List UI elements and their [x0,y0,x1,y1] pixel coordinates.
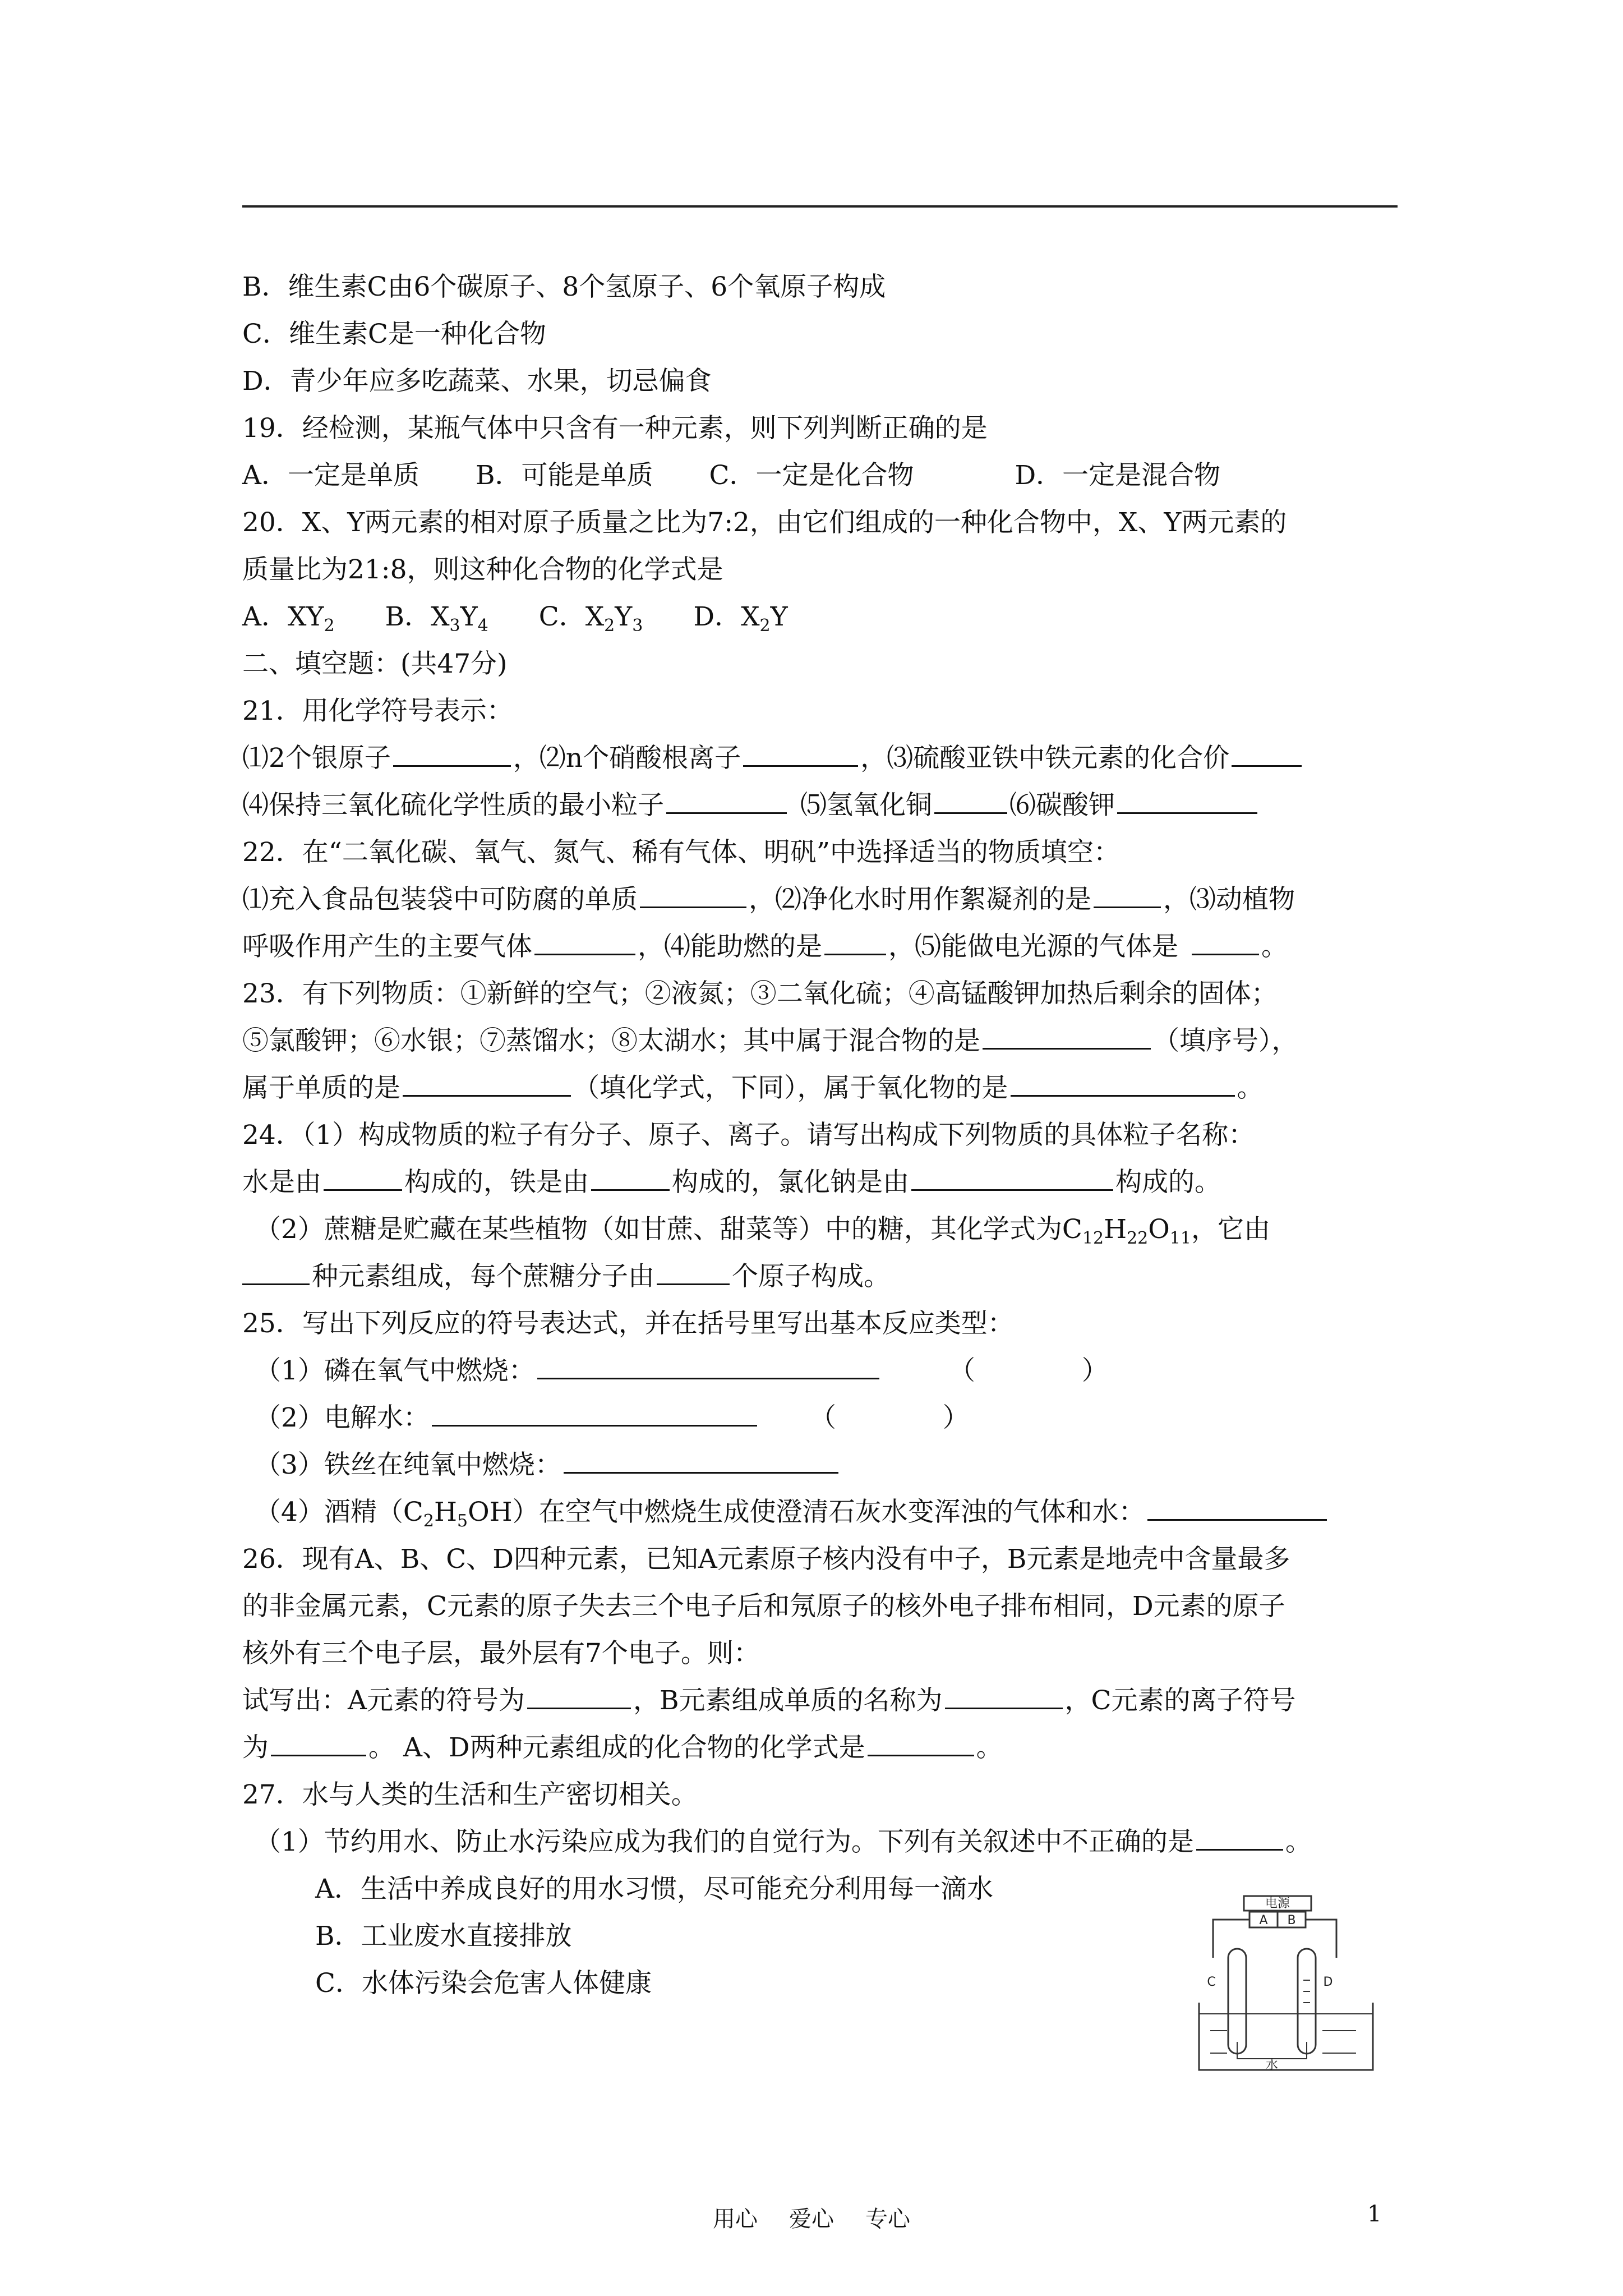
q22-line-1: ⑴充入食品包装袋中可防腐的单质 ，⑵净化水时用作絮凝剂的是 ，⑶动植物 [242,876,1409,923]
answer-blank[interactable] [657,1255,730,1285]
q19-options [242,452,1409,499]
q24-part2-line-2: 种元素组成，每个蔗糖分子由 个原子构成。 [242,1253,1409,1300]
q20-option-d: D．$X_2Y$ [693,601,788,636]
electrode-b-label: B [1287,1913,1296,1927]
q25-stem: 25．写出下列反应的符号表达式，并在括号里写出基本反应类型： [242,1308,1014,1339]
answer-blank[interactable] [1196,1821,1283,1851]
electrolysis-diagram [1165,1890,1390,2076]
answer-blank[interactable] [324,1161,402,1191]
page-number: 1 [1367,2201,1382,2227]
q24-part2-line-1: （2）蔗糖是贮藏在某些植物（如甘蔗、甜菜等）中的糖，其化学式为$C_{12}H_{22}O_{11}$，它由 [255,1214,1270,1248]
q19-option-c: C．一定是化合物 [709,460,914,491]
answer-blank[interactable] [271,1727,366,1756]
answer-blank[interactable] [591,1161,670,1191]
answer-blank[interactable] [527,1680,631,1709]
q26-line-4: 试写出：A元素的符号为 ，B元素组成单质的名称为 ，C元素的离子符号 [242,1677,1409,1724]
answer-blank[interactable] [868,1727,974,1756]
tube-c-label: C [1207,1975,1216,1989]
answer-blank[interactable] [242,1255,310,1285]
q25-reaction-4: （4）酒精$(C_2H_5OH)$在空气中燃烧生成使澄清石灰水变浑浊的气体和水： [242,1489,1409,1536]
answer-blank[interactable] [1117,784,1257,814]
document-body [242,264,1409,2007]
answer-blank[interactable] [564,1444,838,1474]
q23-stem: 23．有下列物质：①新鲜的空气；②液氮；③二氧化硫；④高锰酸钾加热后剩余的固体； [242,978,1278,1009]
q26-stem-2: 的非金属元素，C元素的原子失去三个电子后和氖原子的核外电子排布相同，D元素的原子 [242,1591,1285,1622]
answer-blank[interactable] [1147,1491,1327,1521]
answer-blank[interactable] [743,737,858,767]
q25-reaction-3: （3）铁丝在纯氧中燃烧： [242,1442,1409,1489]
section-two-title: 二、填空题：(共47分) [242,648,508,679]
q18-option-b: B．维生素C由6个碳原子、8个氢原子、6个氧原子构成 [242,272,886,302]
q20-option-c: C．$X_2Y_3$ [538,601,643,636]
q18-option-d: D．青少年应多吃蔬菜、水果，切忌偏食 [242,366,712,397]
footer-item: 爱心 [789,2206,834,2232]
electrode-a-label: A [1259,1913,1268,1927]
q21-stem: 21．用化学符号表示： [242,696,513,726]
q27-option-b: B．工业废水直接排放 [315,1921,572,1952]
q20-option-a: A．$XY_2$ [242,601,335,636]
power-label: 电源 [1265,1897,1290,1911]
q19-option-b: B．可能是单质 [475,460,653,491]
water-label: 水 [1265,2058,1279,2072]
answer-blank[interactable] [1192,926,1259,955]
answer-blank[interactable] [666,784,787,814]
answer-blank[interactable] [983,1020,1151,1050]
q24-stem: 24．（1）构成物质的粒子有分子、原子、离子。请写出构成下列物质的具体粒子名称： [242,1120,1255,1151]
tube-d [1298,1949,1316,2054]
q22-stem: 22．在“二氧化碳、氧气、氮气、稀有气体、明矾”中选择适当的物质填空： [242,837,1120,868]
q23-line-2: ⑤氯酸钾；⑥水银；⑦蒸馏水；⑧太湖水；其中属于混合物的是 （填序号）， [242,1018,1409,1065]
answer-blank[interactable] [432,1397,757,1427]
answer-blank[interactable] [403,1067,571,1097]
q19-stem: 19．经检测，某瓶气体中只含有一种元素，则下列判断正确的是 [242,413,988,444]
q27-part1: （1）节约用水、防止水污染应成为我们的自觉行为。下列有关叙述中不正确的是 。 [242,1819,1409,1866]
q23-line-3: 属于单质的是 （填化学式，下同），属于氧化物的是 。 [242,1065,1409,1112]
q26-stem-3: 核外有三个电子层，最外层有7个电子。则： [242,1638,760,1669]
answer-blank[interactable] [534,926,635,955]
water-trough [1199,2003,1373,2070]
answer-blank[interactable] [934,784,1007,814]
q18-option-c: C．维生素C是一种化合物 [242,319,546,349]
q27-stem: 27．水与人类的生活和生产密切相关。 [242,1779,698,1810]
answer-blank[interactable] [1011,1067,1235,1097]
q19-option-d: D．一定是混合物 [1015,460,1221,491]
q21-line-2: ⑷保持三氧化硫化学性质的最小粒子 ⑸氢氧化铜 ⑹碳酸钾 [242,782,1409,829]
answer-blank[interactable] [537,1350,879,1379]
q19-option-a: A．一定是单质 [242,460,419,491]
answer-blank[interactable] [911,1161,1113,1191]
answer-blank[interactable] [640,878,746,908]
q20-options [242,593,1409,641]
answer-blank[interactable] [393,737,511,767]
q24-line-2: 水是由 构成的，铁是由 构成的，氯化钠是由 构成的。 [242,1159,1409,1206]
q21-line-1: ⑴2个银原子 ，⑵n个硝酸根离子 ，⑶硫酸亚铁中铁元素的化合价 [242,735,1409,782]
q26-stem-1: 26．现有A、B、C、D四种元素，已知A元素原子核内没有中子，B元素是地壳中含量最多 [242,1544,1290,1575]
q25-reaction-1: （1）磷在氧气中燃烧： （ ） [242,1347,1409,1395]
footer-item: 专心 [865,2206,910,2232]
tube-d-label: D [1323,1975,1333,1989]
q27-option-a: A．生活中养成良好的用水习惯，尽可能充分利用每一滴水 [315,1874,993,1904]
q27-option-c: C．水体污染会危害人体健康 [315,1968,652,1999]
tube-c [1228,1949,1246,2054]
q22-line-2: 呼吸作用产生的主要气体 ，⑷能助燃的是 ，⑸能做电光源的气体是 。 [242,923,1409,970]
q25-reaction-2: （2）电解水： （ ） [242,1395,1409,1442]
answer-blank[interactable] [945,1680,1063,1709]
answer-blank[interactable] [1232,737,1302,767]
q20-option-b: B．$X_3Y_4$ [385,601,488,636]
q26-line-5: 为 。 A、D两种元素组成的化合物的化学式是 。 [242,1724,1409,1772]
answer-blank[interactable] [824,926,886,955]
q20-stem-2: 质量比为21:8，则这种化合物的化学式是 [242,554,723,585]
answer-blank[interactable] [1094,878,1161,908]
header-rule [242,205,1398,208]
footer-item: 用心 [713,2206,758,2232]
q20-stem-1: 20．X、Y两元素的相对原子质量之比为7:2，由它们组成的一种化合物中，X、Y两元素的 [242,507,1287,538]
